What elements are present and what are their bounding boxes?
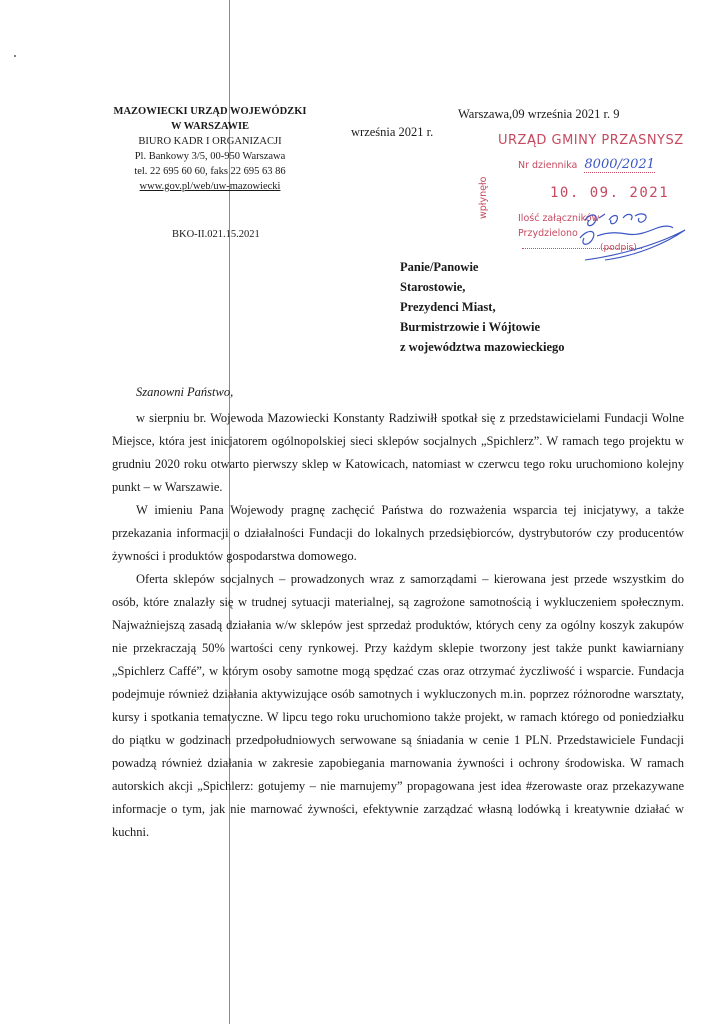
sender-phone: tel. 22 695 60 60, faks 22 695 63 86: [134, 166, 286, 177]
stamp-received-label: wpłynęło: [478, 176, 489, 219]
place-and-date: Warszawa,09 września 2021 r. 9: [458, 107, 620, 121]
sender-block: [110, 104, 310, 194]
addressee-line-4: Burmistrzowie i Wójtowie: [400, 320, 541, 334]
incoming-stamp: [480, 133, 690, 263]
addressee-line-2: Starostowie,: [400, 280, 466, 294]
stamp-attachments-label: Ilość załączników: [518, 213, 600, 224]
stamp-nr-value: 8000/2021: [584, 157, 655, 172]
greeting: Szanowni Państwo,: [136, 385, 234, 399]
sender-address: Pl. Bankowy 3/5, 00-950 Warszawa: [134, 151, 286, 162]
stamp-journal-number: [518, 157, 655, 172]
stamp-signature-caption: (podpis): [600, 243, 637, 253]
reference-number: BKO-II.021.15.2021: [172, 229, 260, 240]
sender-department: BIURO KADR I ORGANIZACJI: [138, 136, 282, 147]
paragraph-2: W imieniu Pana Wojewody pragnę zachęcić Państwa do rozważenia wsparcia tej inicjatywy, a także przekazania informacji o działalności Fundacji do lokalnych przedsiębiorców, dystrybutorów czy producentów żywności i produktów gospodarstwa domowego.: [112, 503, 684, 563]
stamp-date: 10. 09. 2021: [550, 185, 670, 201]
addressee-line-1: Panie/Panowie: [400, 260, 479, 274]
stamp-nr-label: Nr dziennika: [518, 160, 578, 171]
sender-office-name: MAZOWIECKI URZĄD WOJEWÓDZKI: [113, 106, 307, 117]
paragraph-1: w sierpniu br. Wojewoda Mazowiecki Konstanty Radziwiłł spotkał się z przedstawicielami Fundacji Wolne Miejsce, która jest inicjatorem ogólnopolskiej sieci sklepów socjalnych „Spichlerz”. W ramach tego projektu w grudniu 2020 roku otwarto pierwszy sklep w Katowicach, natomiast w czerwcu tego roku uruchomiono kolejny punkt – w Warszawie.: [112, 411, 684, 494]
stamp-title: URZĄD GMINY PRZASNYSZ: [498, 133, 684, 148]
letter-body: [112, 407, 684, 844]
addressee-line-5: z województwa mazowieckiego: [400, 340, 565, 354]
sender-website-link[interactable]: www.gov.pl/web/uw-mazowiecki: [139, 181, 281, 192]
date-fragment: września 2021 r.: [351, 125, 434, 139]
paragraph-3: Oferta sklepów socjalnych – prowadzonych wraz z samorządami – kierowana jest przede wszystkim do osób, które znalazły się w trudnej sytuacji materialnej, są zagrożone samotnością i wykluczeniem społecznym. Najważniejszą zasadą działania w/w sklepów jest sprzedaż produktów, których ceny za ogólny koszyk zakupów nie przekraczają 50% wartości ceny rynkowej. Przy każdym sklepie tworzony jest także punkt kawiarniany „Spichlerz Caffé”, w którym osoby samotne mogą spędzać czas oraz otrzymać życzliwość i wsparcie. Fundacja podejmuje również działania aktywizujące osób samotnych i wykluczonych m.in. poprzez różnorodne warsztaty, kursy i spotkania tematyczne. W lipcu tego roku uruchomiono także projekt, w ramach którego od poniedziałku do piątku w godzinach przedpołudniowych serwowane są śniadania w cenie 1 PLN. Przedstawiciele Fundacji powadzą również działania w zakresie zapobiegania marnowania żywności i ochrony środowiska. W ramach autorskich akcji „Spichlerz: gotujemy – nie marnujemy” propagowana jest idea #zerowaste oraz przekazywane informacje o tym, jak nie marnować żywności, efektywnie zarządzać własną lodówką i kreatywnie działać w kuchni.: [112, 572, 684, 839]
handwritten-signature: [575, 208, 695, 268]
sender-city: W WARSZAWIE: [170, 121, 250, 132]
addressee-line-3: Prezydenci Miast,: [400, 300, 496, 314]
stamp-assigned-label: Przydzielono: [518, 228, 578, 239]
scan-speck: [14, 55, 16, 57]
addressee-block: [400, 257, 565, 357]
